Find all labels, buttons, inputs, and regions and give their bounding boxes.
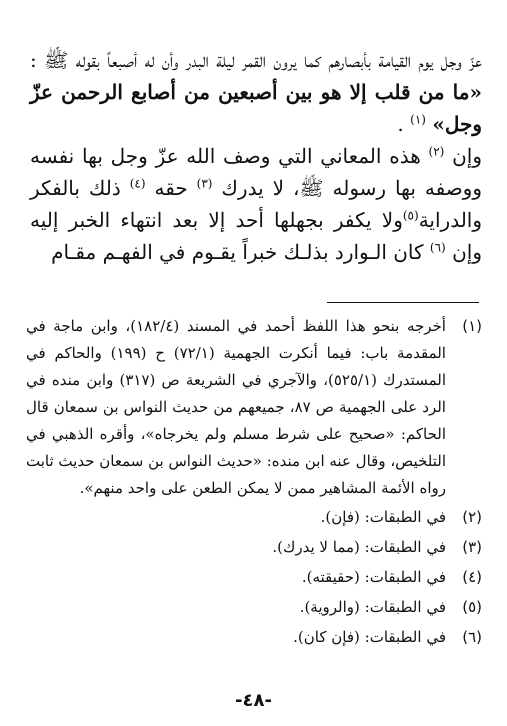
paragraph-2 [30,140,482,268]
paragraph-1 [30,44,482,140]
para2-text-c: حقه [145,176,197,200]
footnote-separator [327,302,479,303]
footnote-4 [26,562,482,592]
footnote-ref-3: (٣) [196,176,213,191]
footnote-number: (٥) [462,598,482,616]
hadith-quote: «ما من قلب إلا هو بين أصبعين من أصابع الرحمن عزّ وجل» [30,80,482,136]
footnote-text: في الطبقات: (فإن). [320,508,446,526]
footnote-text: في الطبقات: (فإن كان). [293,628,446,646]
footnote-6 [26,622,482,652]
footnote-ref-4: (٤) [129,176,146,191]
footnote-text: في الطبقات: (والروية). [299,598,446,616]
footnote-ref-5: (٥) [402,208,419,223]
footnote-text: في الطبقات: (مما لا يدرك). [272,538,446,556]
footnote-number: (٢) [462,508,482,526]
footnote-ref-2: (٢) [428,144,445,159]
footnote-ref-6: (٦) [429,240,446,255]
footnote-1 [26,313,482,502]
footnote-ref-1: (١) [410,112,426,127]
para2-text-e: ولا يكفر بجهلها أحد إلا بعد انتهاء الخبر إليه وإن [30,208,482,264]
footnote-number: (٣) [462,538,482,556]
footnote-5 [26,592,482,622]
footnote-text: في الطبقات: (حقيقته). [301,568,446,586]
para2-text-a: وإن [444,144,483,168]
para1-end: . [397,112,411,136]
footnote-3 [26,532,482,562]
footnote-number: (١) [462,317,482,335]
footnote-text: أخرجه بنحو هذا اللفظ أحمد في المسند (١٨٢/٤)، وابن ماجة في المقدمة باب: فيما أنكرت الجهمية (٧٢/١) ح (١٩٩) والحاكم في المستدرك (٥٢٥/١)، والآجري في الشريعة ص (٣١٧) وابن منده في الرد على الجهمية ص ٨٧، جميعهم من حديث النواس بن سمعان قال الحاكم: «صحيح على شرط مسلم ولم يخرجاه»، وأقره الذهبي في التلخيص، وقال عنه ابن منده: «حديث النواس بن سمعان حديث ثابت رواه الأئمة المشاهير ممن لا يمكن الطعن على واحد منهم». [26,317,446,497]
footnote-number: (٦) [462,628,482,646]
footnote-2 [26,502,482,532]
page-number: -٤٨- [235,690,272,711]
footnotes [26,313,482,652]
para2-text-f: كان الـوارد بذلـك خبراً يقـوم في الفهـم مقـام [51,240,430,264]
para1-text: عزّ وجل يوم القيامة بأبصارهم كما يرون القمر ليلة البدر وأن له أصبعاً بقوله ﷺ : [30,48,482,72]
para2-text-b: هذه المعاني التي وصف الله عزّ وجل بها نفسه ووصفه بها رسوله ﷺ، لا يدرك [30,144,482,200]
main-text [30,44,482,268]
para2-text-d: ذلك بالفكر والدراية [30,176,482,232]
footnote-number: (٤) [462,568,482,586]
